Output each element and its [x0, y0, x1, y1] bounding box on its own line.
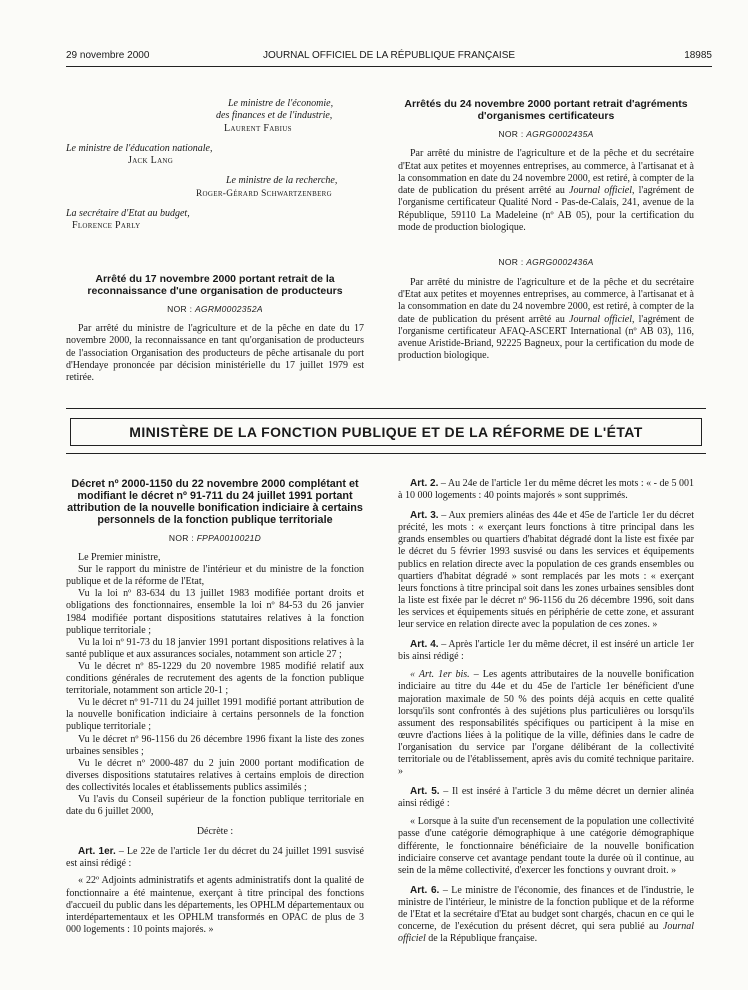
signature-block: [66, 98, 364, 233]
article-5-quote: « Lorsque à la suite d'un recensement de la population une collectivité passe d'une catégorie démographique à une catégorie démographique différente, le fonctionnaire bénéficiaire de la nouvelle bonification indiciaire conserve cet avantage pendant toute la durée où il continue, au sein de la même collectivité, d'exercer les fonctions y ouvrant droit. »: [398, 816, 694, 876]
signature-budget: La secrétaire d'Etat au budget, Florence Parly: [66, 208, 190, 232]
article-3: Art. 3. – Aux premiers alinéas des 44e et 45e de l'article 1er du décret précité, les mots : « exerçant leurs fonctions à titre principal dans les grands ensembles ou quartiers d'habitat dégradé dont la liste est fixée par le décret du 5 février 1993 susvisé ou dans les services et équipements publics en relation directe avec la population de ces grands ensembles ou quartiers d'habitat dégradé » sont remplacés par les mots : « exerçant leurs fonctions à titre principal soit dans les zones urbaines sensibles dont la liste est fixée par le décret nº 96-1156 du 26 décembre 1996, soit dans les services et équipements situés en périphérie de cette zone, et assurant leur service en relation directe avec la population de ces zones. »: [398, 510, 694, 631]
page-header: [66, 50, 712, 66]
article-4: Art. 4. – Après l'article 1er du même décret, il est inséré un article 1er bis ainsi rédigé :: [398, 639, 694, 663]
arretes-right-title: Arrêtés du 24 novembre 2000 portant retrait d'agréments d'organismes certificateurs: [404, 98, 688, 122]
ministry-banner-title: MINISTÈRE DE LA FONCTION PUBLIQUE ET DE LA RÉFORME DE L'ÉTAT: [70, 418, 702, 446]
decret-visa: Vu le décret nº 96-1156 du 26 décembre 1996 fixant la liste des zones urbaines sensibles ;: [66, 733, 364, 757]
header-page-number: 18985: [684, 50, 712, 61]
signature-economie: Le ministre de l'économie, des finances et de l'industrie, Laurent Fabius: [216, 98, 334, 134]
article-6: Art. 6. – Le ministre de l'économie, des finances et de l'industrie, le ministre de l'intérieur, le ministre de la fonction publique et de la réforme de l'Etat et la secrétaire d'Etat au budget sont chargés, chacun en ce qui le concerne, de l'exécution du présent décret, qui sera publié au Journal officiel de la République française.: [398, 884, 694, 945]
decrete-label: Décrète :: [196, 826, 234, 838]
article-2: Art. 2. – Au 24e de l'article 1er du même décret les mots : « - de 5 001 à 10 000 logements : 40 points majorés » sont supprimés.: [398, 478, 694, 502]
right-column-top: [398, 98, 694, 363]
arrete-left-title: Arrêté du 17 novembre 2000 portant retrait de la reconnaissance d'une organisation de producteurs: [87, 272, 343, 297]
decret-visa: Vu la loi nº 91-73 du 18 janvier 1991 portant dispositions relatives à la santé publique et aux assurances sociales, notamment son article 27 ;: [66, 636, 364, 660]
decret-visa: Vu le décret nº 91-711 du 24 juillet 1991 modifié portant attribution de la nouvelle bonification indiciaire à certains personnels de la fonction publique territoriale ;: [66, 697, 364, 733]
decret-title: Décret nº 2000-1150 du 22 novembre 2000 complétant et modifiant le décret nº 91-711 du 24 juillet 1991 portant attribution de la nouvelle bonification indiciaire à certains personnels de la fonction publique territoriale: [67, 478, 363, 526]
decret-right-column: [398, 478, 694, 945]
decret-visa: Vu le décret nº 2000-487 du 2 juin 2000 portant modification de diverses dispositions statutaires relatives à certains emplois de direction des collectivités locales et établissements publics assimilés ;: [66, 757, 364, 793]
arrete-left-nor: NOR : AGRM0002352A: [167, 303, 263, 314]
arrete-right-body-1: Par arrêté du ministre de l'agriculture et de la pêche et du secrétaire d'Etat aux petites et moyennes entreprises, au commerce, à l'artisanat et à la consommation en date du 24 novembre 2000, est retiré, à compter de la date de publication du présent arrêté au Journal officiel, l'agrément de l'organisme certificateur Qualité Nord - Pas-de-Calais, 241, avenue de la République, 59110 La Madeleine (nº AB 05), pour la certification du mode de production biologique.: [398, 148, 694, 234]
article-1: Art. 1er. – Le 22e de l'article 1er du décret du 24 juillet 1991 susvisé est ainsi rédigé :: [66, 846, 364, 870]
arrete-right-body-2: Par arrêté du ministre de l'agriculture et de la pêche et du secrétaire d'Etat aux petites et moyennes entreprises, au commerce, à l'artisanat et à la consommation en date du 24 novembre 2000, est retiré, à compter de la date de publication du présent arrêté au Journal officiel, l'agrément de l'organisme certificateur AFAQ-ASCERT International (nº AB 03), 116, avenue Aristide-Briand, 92225 Bagneux, pour la certification du mode de production biologique.: [398, 276, 694, 362]
header-journal-title: JOURNAL OFFICIEL DE LA RÉPUBLIQUE FRANÇAISE: [262, 50, 516, 61]
signature-education: Le ministre de l'éducation nationale, Jack Lang: [66, 142, 213, 167]
article-5: Art. 5. – Il est inséré à l'article 3 du même décret un dernier alinéa ainsi rédigé :: [398, 786, 695, 810]
article-1-quote: « 22º Adjoints administratifs et agents administratifs dont la qualité de fonctionnaire a été maintenue, exerçant à titre principal des fonctions d'accueil du public dans les départements, les OPHLM départementaux ou interdépartementaux et les OPHLM transformés en OPAC de plus de 3 000 logements : 10 points majorés. »: [66, 875, 364, 935]
signature-recherche: Le ministre de la recherche, Roger-Gérard Schwartzenberg: [196, 175, 338, 199]
arrete-left-body: Par arrêté du ministre de l'agriculture et de la pêche en date du 17 novembre 2000, la reconnaissance en tant qu'organisation de producteurs de l'association Organisation des producteurs de pêche artisanale du port d'Hendaye prononcée par décision ministérielle du 17 juillet 1979 est retirée.: [66, 322, 364, 384]
arrete-right-nor-1: NOR : AGRG0002435A: [498, 129, 594, 139]
decret-visa: Vu le décret nº 85-1229 du 20 novembre 1985 modifié relatif aux conditions générales de recrutement des agents de la fonction publique territoriale, notamment son article 20-1 ;: [66, 660, 364, 697]
article-4-quote: « Art. 1er bis. – Les agents attributaires de la nouvelle bonification indiciaire au titre du 44e et du 45e de l'article 1er bénéficient d'une majoration maximale de 50 % des points déjà acquis en cette qualité lorsqu'ils sont confrontés à des sujétions plus particulières ou lorsqu'ils assument des responsabilités spécifiques ou participent à la mise en œuvre d'actions liées à la politique de la ville, définies dans le cadre de l'organisation du service par l'organe délibérant de la collectivité territoriale ou de l'établissement, après avis du comité technique paritaire. »: [398, 669, 694, 778]
decret-left-column: [66, 478, 364, 936]
decret-visa: Sur le rapport du ministre de l'intérieur et du ministre de la fonction publique et de la réforme de l'Etat,: [66, 564, 364, 588]
ministry-banner: [66, 408, 706, 454]
header-date: 29 novembre 2000: [66, 50, 150, 61]
decret-nor: NOR : FPPA0010021D: [168, 533, 262, 543]
decret-visa: Le Premier ministre,: [78, 552, 161, 564]
decret-visa: Vu l'avis du Conseil supérieur de la fonction publique territoriale en date du 6 juillet 2000,: [66, 793, 364, 818]
left-column-top: [66, 98, 364, 384]
decret-visa: Vu la loi nº 83-634 du 13 juillet 1983 modifiée portant droits et obligations des fonctionnaires, ensemble la loi nº 84-53 du 26 janvier 1984 modifiée portant dispositions statutaires relatives à la fonction publique territoriale ;: [66, 588, 364, 636]
arrete-right-nor-2: NOR : AGRG0002436A: [498, 257, 594, 268]
header-rule: [66, 66, 712, 67]
